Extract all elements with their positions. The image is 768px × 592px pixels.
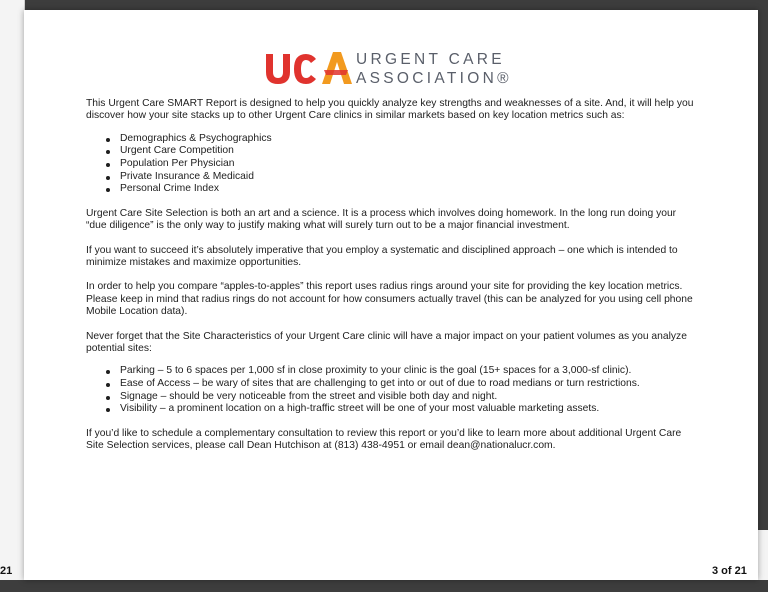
list-item: Private Insurance & Medicaid — [120, 171, 698, 184]
site-selection-paragraph: Urgent Care Site Selection is both an art and a science. It is a process which involves doing homework. In the long run doing your “due diligence” is the only way to justify making what will surely turn out to be a major financial investment. — [86, 207, 677, 232]
page-number: 3 of 21 — [712, 565, 747, 577]
uca-logo — [264, 48, 524, 96]
radius-rings-paragraph: In order to help you compare “apples-to-apples” this report uses radius rings around your site for providing the key location metrics. Please keep in mind that radius rings do not account for how consumers actually travel (this can be analyzed for you using cell phone Mobile Location data). — [86, 281, 693, 318]
list-item: Demographics & Psychographics — [120, 133, 698, 146]
intro-paragraph: This Urgent Care SMART Report is designed to help you quickly analyze key strengths and weaknesses of a site. And, it will help you discover how your site stacks up to other Urgent Care clinics in similar markets based on key location metrics such as: — [86, 98, 694, 122]
list-item: Urgent Care Competition — [120, 145, 698, 158]
list-item: Personal Crime Index — [120, 183, 698, 196]
approach-paragraph: If you want to succeed it’s absolutely imperative that you employ a systematic and disciplined approach – one which is intended to minimize mistakes and maximize opportunities. — [86, 244, 678, 268]
uca-logo-mark-icon — [264, 48, 352, 88]
list-item: Parking – 5 to 6 spaces per 1,000 sf in close proximity to your clinic is the goal (15+ spaces for a 3,000-sf clinic). — [120, 365, 698, 378]
previous-page-number: 21 — [0, 565, 13, 577]
logo-line-1: URGENT CARE — [356, 51, 505, 68]
document-page — [24, 10, 758, 580]
logo-line-2: ASSOCIATION® — [356, 70, 512, 87]
list-item: Signage – should be very noticeable from the street and visible both day and night. — [120, 391, 698, 404]
list-item: Population Per Physician — [120, 158, 698, 171]
next-page[interactable] — [758, 530, 768, 580]
report-body — [86, 98, 698, 453]
characteristics-list — [86, 365, 698, 415]
list-item: Ease of Access – be wary of sites that are challenging to get into or out of due to road medians or turn restrictions. — [120, 378, 698, 391]
site-characteristics-paragraph: Never forget that the Site Characteristics of your Urgent Care clinic will have a major impact on your patient volumes as you analyze potential sites: — [86, 330, 687, 355]
list-item: Visibility – a prominent location on a high-traffic street will be one of your most valuable marketing assets. — [120, 403, 698, 416]
previous-page[interactable] — [0, 0, 25, 580]
contact-paragraph: If you’d like to schedule a complementary consultation to review this report or you’d like to learn more about additional Urgent Care Site Selection services, please call Dean Hutchison at (813) 438-4951 or email dean@nationalucr.com. — [86, 427, 682, 452]
metrics-list — [86, 133, 698, 196]
uca-logo-text — [356, 50, 512, 88]
